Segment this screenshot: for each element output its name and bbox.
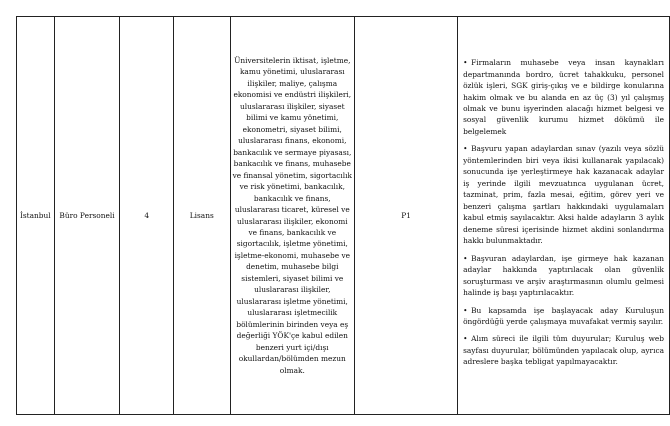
job-posting-table bbox=[16, 16, 670, 415]
table-row bbox=[17, 17, 670, 415]
position-cell: Büro Personeli bbox=[54, 17, 120, 415]
note-item bbox=[463, 57, 664, 137]
note-text: Başvuran adaylardan, işe girmeye hak kazanan adaylar hakkında yaptırılacak olan güvenlik soruşturması ve arşiv araştırmasının olumlu gelmesi halinde iş başı yaptırılacaktır. bbox=[463, 253, 664, 298]
note-item bbox=[463, 253, 664, 299]
notes-cell bbox=[458, 17, 670, 415]
departments-cell: Üniversitelerin iktisat, işletme, kamu yönetimi, uluslararası ilişkiler, maliye, çalışma ekonomisi ve endüstri ilişkileri, uluslararası ilişkiler, siyaset bilimi ve kamu yönetimi, ekonometri, siyaset bilimi, uluslararası finans, ekonomi, bankacılık ve sermaye piyasası, bankacılık ve finans, muhasebe ve finansal yönetim, sigortacılık ve risk yönetimi, bankacılık, bankacılık ve finans, uluslararası ticaret, küresel ve uluslararası ilişkiler, ekonomi ve finans, bankacılık ve sigortacılık, işletme yönetimi, işletme-ekonomi, muhasebe ve denetim, muhasebe bilgi sistemleri, siyaset bilimi ve uluslararası ilişkiler, uluslararası işletme yönetimi, uluslararası işletmecilik bölümlerinin birinden veya eş değerliği YÖK'çe kabul edilen benzeri yurt içi/dışı okullardan/bölümden mezun olmak. bbox=[230, 17, 355, 415]
bullet-icon: • bbox=[463, 58, 468, 68]
note-text: Bu kapsamda işe başlayacak aday Kuruluşun öngördüğü yerde çalışmaya muvafakat vermiş sayılır. bbox=[463, 305, 664, 326]
note-item bbox=[463, 305, 664, 328]
note-item bbox=[463, 333, 664, 367]
count-cell: 4 bbox=[120, 17, 174, 415]
note-text: Başvuru yapan adaylardan sınav (yazılı veya sözlü yöntemlerinden biri veya ikisi kullanarak yapılacak) sonucunda işe yerleştirmeye hak kazanacak adaylar iş yerinde ilgili mevzuatınca uygulanan ücret, tazminat, prim, fazla mesai, eğitim, görev yeri ve benzeri çalışma şartları hakkındaki uygulamaları kabul etmiş sayılacaktır. Aksi halde adayların 3 aylık deneme süresi içerisinde hizmet akdini sonlandırma hakkı bulunmaktadır. bbox=[463, 144, 664, 246]
bullet-icon: • bbox=[463, 253, 468, 263]
education-cell: Lisans bbox=[174, 17, 231, 415]
note-text: Firmaların muhasebe veya insan kaynakları departmanında bordro, ücret tahakkuku, personel özlük işleri, SGK giriş-çıkış ve e bildirge konularına hakim olmak ve bu alanda en az üç (3) yıl çalışmış olmak ve bunu işyerinden alacağı hizmet belgesi ve sosyal güvenlik kurumu hizmet dökümü ile belgelemek bbox=[463, 58, 664, 136]
note-item bbox=[463, 143, 664, 246]
code-cell: P1 bbox=[355, 17, 458, 415]
city-cell: İstanbul bbox=[17, 17, 55, 415]
bullet-icon: • bbox=[463, 144, 468, 154]
bullet-icon: • bbox=[463, 334, 468, 344]
note-text: Alım süreci ile ilgili tüm duyurular; Kuruluş web sayfası duyurular, bölümünden yapılacak olup, ayrıca adreslere başka tebligat yapılmayacaktır. bbox=[463, 334, 664, 367]
bullet-icon: • bbox=[463, 305, 468, 315]
